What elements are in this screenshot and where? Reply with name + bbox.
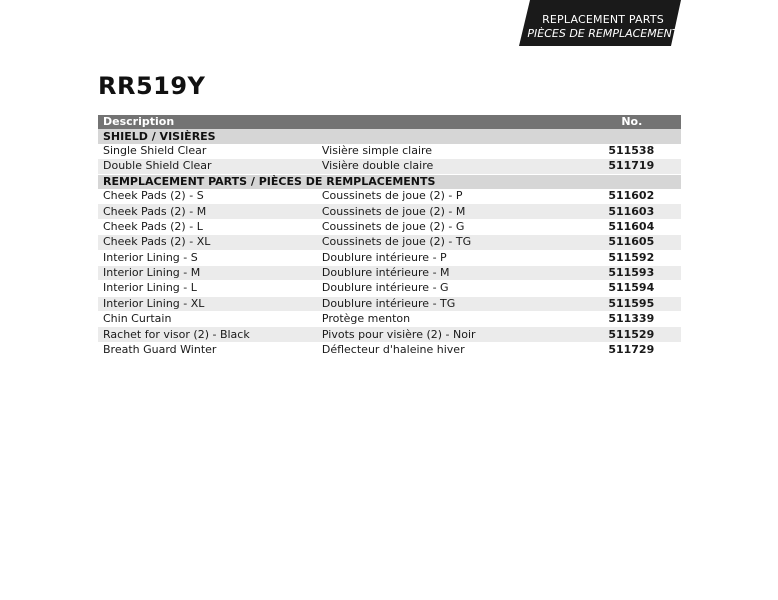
table-row xyxy=(98,265,681,280)
part-number: 511729 xyxy=(601,342,681,357)
part-name-en: Interior Lining - L xyxy=(98,281,317,296)
description-header: Description xyxy=(98,115,601,129)
part-number: 511605 xyxy=(601,235,681,250)
part-number: 511538 xyxy=(601,144,681,159)
part-name-fr: Doublure intérieure - P xyxy=(317,250,601,265)
table-header-row xyxy=(98,115,681,129)
table-row xyxy=(98,159,681,174)
part-number: 511339 xyxy=(601,312,681,327)
part-name-fr: Protège menton xyxy=(317,312,601,327)
part-name-en: Single Shield Clear xyxy=(98,144,317,159)
parts-table xyxy=(98,115,681,358)
table-row xyxy=(98,204,681,219)
banner-text xyxy=(525,13,681,41)
part-name-fr: Coussinets de joue (2) - P xyxy=(317,189,601,204)
table-row xyxy=(98,296,681,311)
replacement-parts-banner xyxy=(519,0,681,46)
table-row xyxy=(98,219,681,234)
section-title: REMPLACEMENT PARTS / PIÈCES DE REMPLACEMENTS xyxy=(98,174,681,189)
banner-title-fr: PIÈCES DE REMPLACEMENT xyxy=(527,27,679,40)
part-name-fr: Coussinets de joue (2) - TG xyxy=(317,235,601,250)
table-row xyxy=(98,250,681,265)
part-name-fr: Doublure intérieure - TG xyxy=(317,296,601,311)
part-name-fr: Coussinets de joue (2) - G xyxy=(317,219,601,234)
banner-title-en: REPLACEMENT PARTS xyxy=(542,13,664,26)
part-number: 511602 xyxy=(601,189,681,204)
part-number: 511529 xyxy=(601,327,681,342)
part-name-en: Double Shield Clear xyxy=(98,159,317,174)
table-row xyxy=(98,327,681,342)
model-title: RR519Y xyxy=(98,72,206,100)
part-number: 511603 xyxy=(601,204,681,219)
part-name-en: Cheek Pads (2) - XL xyxy=(98,235,317,250)
part-name-fr: Coussinets de joue (2) - M xyxy=(317,204,601,219)
table-row xyxy=(98,144,681,159)
table-row xyxy=(98,342,681,357)
table-row xyxy=(98,189,681,204)
part-number: 511595 xyxy=(601,296,681,311)
part-name-en: Chin Curtain xyxy=(98,312,317,327)
part-name-fr: Doublure intérieure - M xyxy=(317,265,601,280)
part-name-en: Rachet for visor (2) - Black xyxy=(98,327,317,342)
part-name-fr: Visière simple claire xyxy=(317,144,601,159)
part-name-fr: Visière double claire xyxy=(317,159,601,174)
parts-table-body xyxy=(98,115,681,358)
part-number: 511594 xyxy=(601,281,681,296)
part-name-en: Interior Lining - XL xyxy=(98,296,317,311)
part-number: 511604 xyxy=(601,219,681,234)
table-row xyxy=(98,235,681,250)
part-name-fr: Doublure intérieure - G xyxy=(317,281,601,296)
part-name-en: Interior Lining - M xyxy=(98,265,317,280)
section-header-row xyxy=(98,129,681,143)
part-name-en: Cheek Pads (2) - S xyxy=(98,189,317,204)
part-number: 511592 xyxy=(601,250,681,265)
table-row xyxy=(98,312,681,327)
part-name-en: Interior Lining - S xyxy=(98,250,317,265)
table-row xyxy=(98,281,681,296)
section-title: SHIELD / VISIÈRES xyxy=(98,129,681,143)
section-header-row xyxy=(98,174,681,189)
part-name-en: Cheek Pads (2) - L xyxy=(98,219,317,234)
part-name-fr: Pivots pour visière (2) - Noir xyxy=(317,327,601,342)
number-header: No. xyxy=(601,115,681,129)
part-name-fr: Déflecteur d'haleine hiver xyxy=(317,342,601,357)
part-name-en: Cheek Pads (2) - M xyxy=(98,204,317,219)
part-number: 511593 xyxy=(601,265,681,280)
part-number: 511719 xyxy=(601,159,681,174)
part-name-en: Breath Guard Winter xyxy=(98,342,317,357)
